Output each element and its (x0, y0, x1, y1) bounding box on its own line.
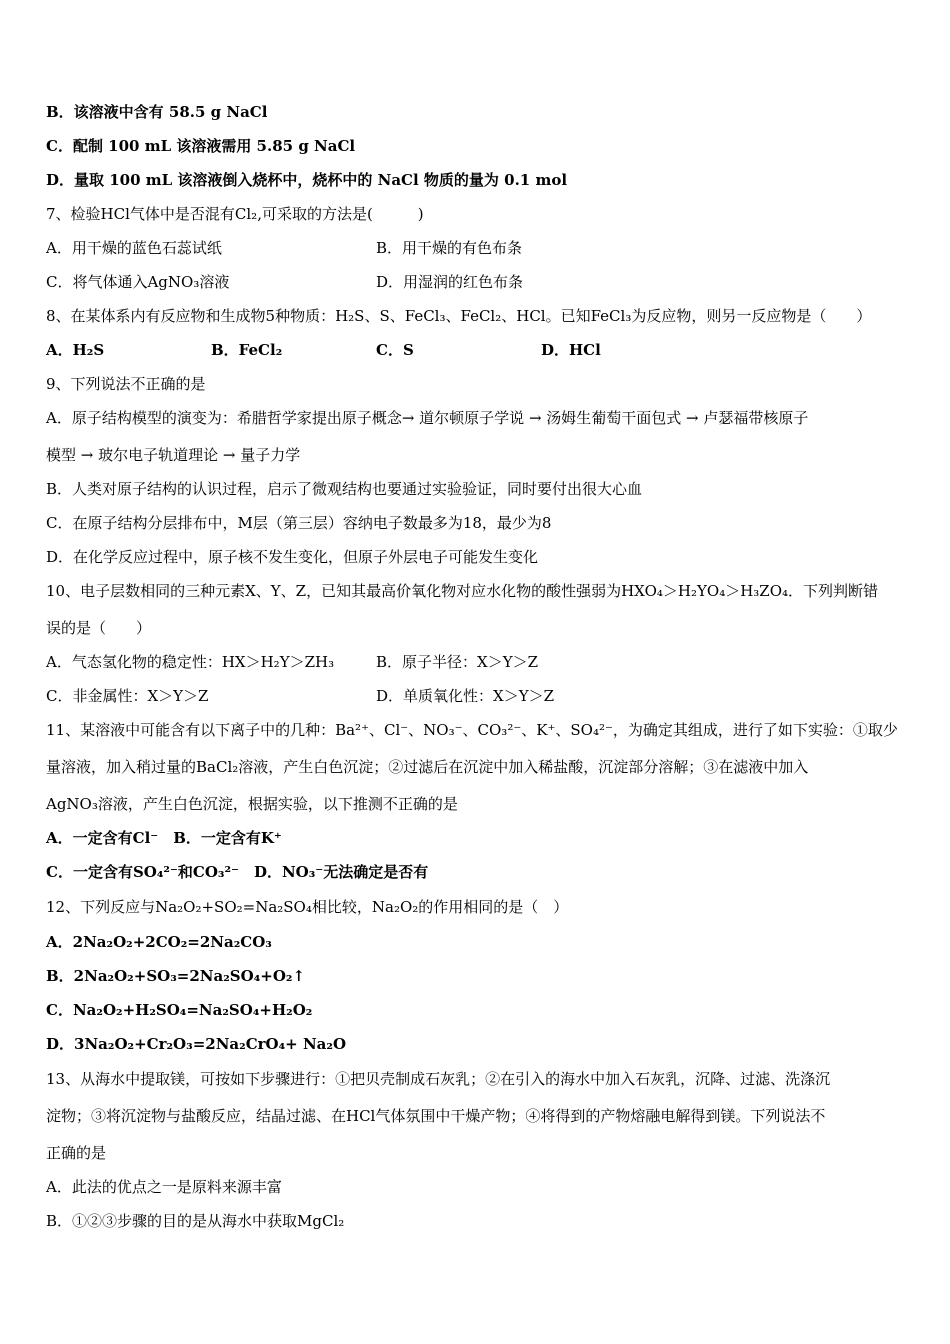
q6-option-b: B．该溶液中含有 58.5 g NaCl (46, 103, 268, 121)
q6-option-d: D．量取 100 mL 该溶液倒入烧杯中，烧杯中的 NaCl 物质的量为 0.1 mol (46, 171, 568, 189)
q7-options-row2 (46, 272, 846, 292)
q9-stem: 9、下列说法不正确的是 (46, 375, 206, 393)
q11-options-cd: C．一定含有SO₄²⁻和CO₃²⁻ D．NO₃⁻无法确定是否有 (46, 863, 429, 881)
q10-stem-line1: 10、电子层数相同的三种元素X、Y、Z，已知其最高价氧化物对应水化物的酸性强弱为HXO₄＞H₂YO₄＞H₃ZO₄．下列判断错 (46, 582, 879, 600)
q13-stem-line1: 13、从海水中提取镁，可按如下步骤进行：①把贝壳制成石灰乳；②在引入的海水中加入石灰乳，沉降、过滤、洗涤沉 (46, 1070, 831, 1088)
q9-option-c: C．在原子结构分层排布中，M层（第三层）容纳电子数最多为18，最少为8 (46, 514, 552, 532)
q7-option-b: B．用干燥的有色布条 (376, 239, 523, 257)
q7-option-d: D．用湿润的红色布条 (376, 273, 524, 291)
q13-option-a: A．此法的优点之一是原料来源丰富 (46, 1178, 282, 1196)
q9-option-a-line1: A．原子结构模型的演变为：希腊哲学家提出原子概念→ 道尔顿原子学说 → 汤姆生葡萄干面包式 → 卢瑟福带核原子 (46, 409, 809, 427)
q8-option-c: C．S (376, 341, 414, 359)
q10-option-a: A．气态氢化物的稳定性：HX＞H₂Y＞ZH₃ (46, 653, 335, 671)
q7-option-a: A．用干燥的蓝色石蕊试纸 (46, 239, 222, 257)
q8-stem: 8、在某体系内有反应物和生成物5种物质：H₂S、S、FeCl₃、FeCl₂、HCl。已知FeCl₃为反应物，则另一反应物是（ ） (46, 307, 872, 325)
q8-option-a: A．H₂S (46, 341, 105, 359)
q7-stem: 7、检验HCl气体中是否混有Cl₂,可采取的方法是( ) (46, 205, 424, 223)
q7-option-c: C．将气体通入AgNO₃溶液 (46, 273, 230, 291)
q10-stem-line2: 误的是（ ） (46, 619, 152, 637)
q12-option-a: A．2Na₂O₂+2CO₂=2Na₂CO₃ (46, 933, 272, 951)
q10-option-b: B．原子半径：X＞Y＞Z (376, 653, 539, 671)
q13-option-b: B．①②③步骤的目的是从海水中获取MgCl₂ (46, 1212, 345, 1230)
q8-option-b: B．FeCl₂ (211, 341, 283, 359)
q10-options-row2 (46, 686, 846, 706)
q12-stem: 12、下列反应与Na₂O₂+SO₂=Na₂SO₄相比较，Na₂O₂的作用相同的是（ ） (46, 898, 569, 916)
q9-option-a-line2: 模型 → 玻尔电子轨道理论 → 量子力学 (46, 446, 301, 464)
q12-option-b: B．2Na₂O₂+SO₃=2Na₂SO₄+O₂↑ (46, 967, 306, 985)
q11-options-ab: A．一定含有Cl⁻ B．一定含有K⁺ (46, 829, 282, 847)
q10-options-row1 (46, 652, 846, 672)
q9-option-b: B．人类对原子结构的认识过程，启示了微观结构也要通过实验验证，同时要付出很大心血 (46, 480, 643, 498)
q9-option-d: D．在化学反应过程中，原子核不发生变化，但原子外层电子可能发生变化 (46, 548, 539, 566)
q12-option-d: D．3Na₂O₂+Cr₂O₃=2Na₂CrO₄+ Na₂O (46, 1035, 347, 1053)
q6-option-c: C．配制 100 mL 该溶液需用 5.85 g NaCl (46, 137, 356, 155)
q8-option-d: D．HCl (541, 341, 601, 359)
q11-stem-line3: AgNO₃溶液，产生白色沉淀，根据实验，以下推测不正确的是 (46, 795, 458, 813)
q10-option-d: D．单质氧化性：X＞Y＞Z (376, 687, 555, 705)
q12-option-c: C．Na₂O₂+H₂SO₄=Na₂SO₄+H₂O₂ (46, 1001, 313, 1019)
q11-stem-line1: 11、某溶液中可能含有以下离子中的几种：Ba²⁺、Cl⁻、NO₃⁻、CO₃²⁻、K⁺、SO₄²⁻，为确定其组成，进行了如下实验：①取少 (46, 721, 898, 739)
q13-stem-line2: 淀物；③将沉淀物与盐酸反应，结晶过滤、在HCl气体氛围中干燥产物；④将得到的产物熔融电解得到镁。下列说法不 (46, 1107, 826, 1125)
q8-options (46, 340, 846, 360)
q13-stem-line3: 正确的是 (46, 1144, 107, 1162)
q7-options-row1 (46, 238, 846, 258)
q11-stem-line2: 量溶液，加入稍过量的BaCl₂溶液，产生白色沉淀；②过滤后在沉淀中加入稀盐酸，沉淀部分溶解；③在滤液中加入 (46, 758, 809, 776)
q10-option-c: C．非金属性：X＞Y＞Z (46, 687, 209, 705)
